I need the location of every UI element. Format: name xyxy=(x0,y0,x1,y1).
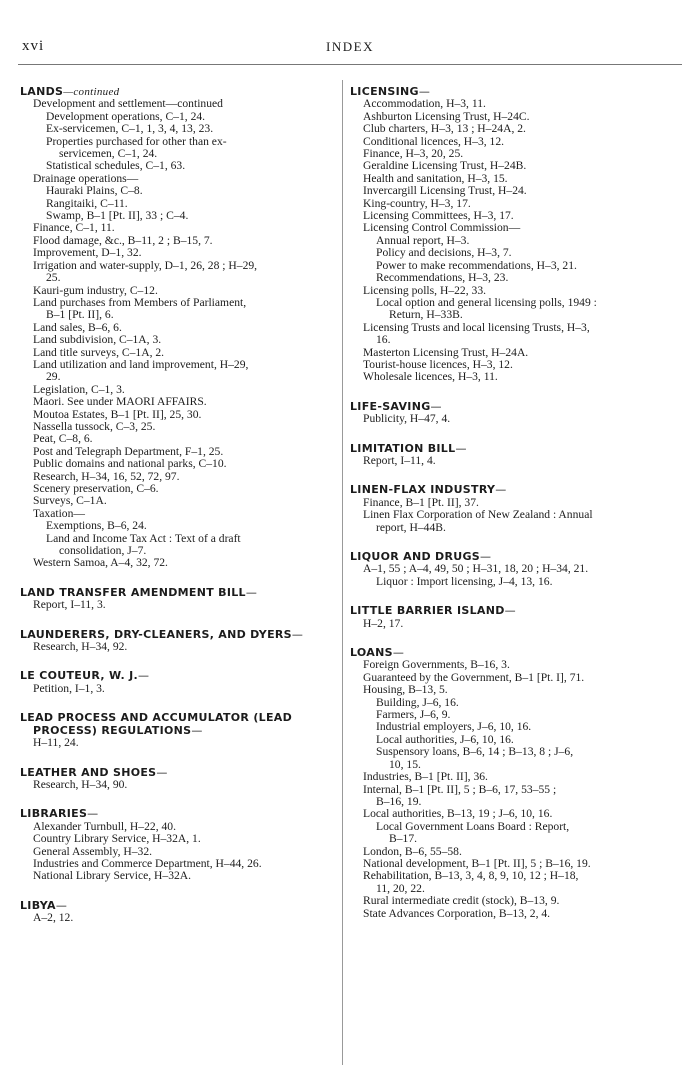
index-subentry: National development, B–1 [Pt. II], 5 ; B–16, 19. xyxy=(363,856,591,870)
index-subentry: consolidation, J–7. xyxy=(59,544,147,558)
index-subentry: Industrial employers, J–6, 10, 16. xyxy=(376,720,532,734)
index-subentry: A–2, 12. xyxy=(33,911,74,925)
index-entry xyxy=(20,712,332,749)
index-subentry: Local authorities, J–6, 10, 16. xyxy=(376,732,514,746)
index-subentry: Club charters, H–3, 13 ; H–24A, 2. xyxy=(363,122,526,136)
index-subentry: Building, J–6, 16. xyxy=(376,695,459,709)
index-heading: LINEN-FLAX INDUSTRY— xyxy=(350,483,507,497)
index-subentry: Recommendations, H–3, 23. xyxy=(376,271,509,285)
index-subentry: Internal, B–1 [Pt. II], 5 ; B–6, 17, 53–55 ; xyxy=(363,782,557,796)
index-subentry: Accommodation, H–3, 11. xyxy=(363,97,486,111)
index-subentry: H–2, 17. xyxy=(363,616,404,630)
index-subentry: Land and Income Tax Act : Text of a draft xyxy=(46,531,241,545)
index-subentry: Drainage operations— xyxy=(33,171,139,185)
index-heading: LEATHER AND SHOES— xyxy=(20,765,168,779)
index-subentry: Rangitaiki, C–11. xyxy=(46,196,128,210)
index-subentry: Public domains and national parks, C–10. xyxy=(33,457,227,471)
index-heading: LICENSING— xyxy=(350,85,431,98)
index-subentry: Finance, B–1 [Pt. II], 37. xyxy=(363,495,479,509)
index-column-left xyxy=(20,86,332,942)
index-subentry: Health and sanitation, H–3, 15. xyxy=(363,171,508,185)
index-subentry: Legislation, C–1, 3. xyxy=(33,382,125,396)
index-subentry: London, B–6, 55–58. xyxy=(363,844,462,858)
index-subentry: 16. xyxy=(376,333,391,347)
index-subentry: Guaranteed by the Government, B–1 [Pt. I], 71. xyxy=(363,670,585,684)
index-subentry: Statistical schedules, C–1, 63. xyxy=(46,159,186,173)
index-subentry: Liquor : Import licensing, J–4, 13, 16. xyxy=(376,574,553,588)
index-entry xyxy=(20,670,332,695)
index-subentry: State Advances Corporation, B–13, 2, 4. xyxy=(363,906,551,920)
index-subentry: Land title surveys, C–1A, 2. xyxy=(33,345,165,359)
page-header xyxy=(18,38,682,58)
index-subentry: Foreign Governments, B–16, 3. xyxy=(363,658,510,672)
index-subentry: Conditional licences, H–3, 12. xyxy=(363,134,505,148)
index-heading: LIQUOR AND DRUGS— xyxy=(350,550,492,563)
index-subentry: Rehabilitation, B–13, 3, 4, 8, 9, 10, 12 ; H–18, xyxy=(363,869,579,883)
index-subentry: Geraldine Licensing Trust, H–24B. xyxy=(363,159,527,173)
index-subentry: Peat, C–8, 6. xyxy=(33,432,93,446)
index-subentry: Alexander Turnbull, H–22, 40. xyxy=(33,819,176,833)
index-subentry: Land sales, B–6, 6. xyxy=(33,320,122,334)
index-heading-continued: PROCESS) REGULATIONS— xyxy=(33,723,203,737)
index-entry xyxy=(350,484,682,534)
index-subentry: Ashburton Licensing Trust, H–24C. xyxy=(363,109,530,123)
index-subentry: 25. xyxy=(46,271,61,285)
index-subentry: Kauri-gum industry, C–12. xyxy=(33,283,158,297)
index-subentry: 29. xyxy=(46,370,61,384)
index-subentry: Swamp, B–1 [Pt. II], 33 ; C–4. xyxy=(46,209,189,223)
index-subentry: Local Government Loans Board : Report, xyxy=(376,819,570,833)
index-heading: LIFE-SAVING— xyxy=(350,399,442,413)
index-subentry: Moutoa Estates, B–1 [Pt. II], 25, 30. xyxy=(33,407,202,421)
index-heading: LITTLE BARRIER ISLAND— xyxy=(350,604,516,618)
index-column-right xyxy=(350,86,682,937)
index-subentry: Masterton Licensing Trust, H–24A. xyxy=(363,345,529,359)
index-entry xyxy=(20,900,332,925)
index-subentry: Tourist-house licences, H–3, 12. xyxy=(363,357,513,371)
index-subentry: Country Library Service, H–32A, 1. xyxy=(33,832,201,846)
index-subentry: Power to make recommendations, H–3, 21. xyxy=(376,258,577,272)
index-subentry: Scenery preservation, C–6. xyxy=(33,482,159,495)
index-subentry: Housing, B–13, 5. xyxy=(363,683,448,697)
index-subentry: Western Samoa, A–4, 32, 72. xyxy=(33,556,168,570)
index-subentry: Exemptions, B–6, 24. xyxy=(46,519,147,533)
index-subentry: H–11, 24. xyxy=(33,736,79,750)
index-heading: LE COUTEUR, W. J.— xyxy=(20,669,150,683)
index-subentry: Licensing Trusts and local licensing Trusts, H–3, xyxy=(363,320,590,334)
index-entry xyxy=(20,767,332,792)
index-subentry: Hauraki Plains, C–8. xyxy=(46,184,143,198)
index-subentry: Suspensory loans, B–6, 14 ; B–13, 8 ; J–6, xyxy=(376,745,574,759)
index-subentry: 11, 20, 22. xyxy=(376,881,425,895)
index-subentry: B–16, 19. xyxy=(376,794,422,808)
index-subentry: B–1 [Pt. II], 6. xyxy=(46,308,114,322)
index-entry xyxy=(350,401,682,426)
index-subentry: Report, I–11, 4. xyxy=(363,453,436,467)
index-subentry: General Assembly, H–32. xyxy=(33,844,153,858)
index-subentry: Post and Telegraph Department, F–1, 25. xyxy=(33,444,224,458)
index-entry xyxy=(20,587,332,612)
index-subentry: Development and settlement—continued xyxy=(33,97,223,111)
index-subentry: Rural intermediate credit (stock), B–13, 9. xyxy=(363,894,560,908)
index-subentry: Local option and general licensing polls, 1949 : xyxy=(376,295,597,309)
index-entry xyxy=(20,86,332,570)
header-rule xyxy=(18,64,682,65)
index-subentry: Local authorities, B–13, 19 ; J–6, 10, 16. xyxy=(363,807,553,821)
index-subentry: Nassella tussock, C–3, 25. xyxy=(33,419,156,433)
index-heading: LIMITATION BILL— xyxy=(350,441,467,455)
index-heading: LAND TRANSFER AMENDMENT BILL— xyxy=(20,585,258,599)
page-number: xvi xyxy=(22,38,45,54)
index-subentry: National Library Service, H–32A. xyxy=(33,869,192,883)
index-heading: LOANS— xyxy=(350,646,405,660)
index-entry xyxy=(350,86,682,384)
index-subentry: Petition, I–1, 3. xyxy=(33,681,105,695)
index-subentry: Finance, H–3, 20, 25. xyxy=(363,147,464,161)
index-subentry: Research, H–34, 90. xyxy=(33,777,128,791)
index-subentry: Industries, B–1 [Pt. II], 36. xyxy=(363,770,488,784)
index-subentry: King-country, H–3, 17. xyxy=(363,196,471,210)
index-heading: LAUNDERERS, DRY-CLEANERS, AND DYERS— xyxy=(20,627,304,641)
index-subentry: Policy and decisions, H–3, 7. xyxy=(376,246,512,260)
index-subentry: Licensing Control Commission— xyxy=(363,221,521,235)
index-subentry: Land utilization and land improvement, H–29, xyxy=(33,357,249,371)
index-subentry: Land purchases from Members of Parliament, xyxy=(33,295,247,309)
index-subentry: Irrigation and water-supply, D–1, 26, 28 ; H–29, xyxy=(33,258,258,272)
index-heading: LIBRARIES— xyxy=(20,807,99,821)
index-heading: LANDS—continued xyxy=(20,85,120,98)
index-subentry: Maori. See under MAORI AFFAIRS. xyxy=(33,395,207,409)
index-entry xyxy=(350,605,682,630)
index-entry xyxy=(350,443,682,468)
index-subentry: Report, I–11, 3. xyxy=(33,598,106,612)
index-subentry: Annual report, H–3. xyxy=(376,233,470,247)
index-entry xyxy=(20,629,332,654)
index-subentry: Licensing polls, H–22, 33. xyxy=(363,283,487,297)
index-subentry: A–1, 55 ; A–4, 49, 50 ; H–31, 18, 20 ; H–34, 21. xyxy=(363,562,589,576)
index-subentry: Development operations, C–1, 24. xyxy=(46,109,206,123)
index-subentry: Return, H–33B. xyxy=(389,308,463,322)
index-subentry: Licensing Committees, H–3, 17. xyxy=(363,209,514,223)
index-subentry: Invercargill Licensing Trust, H–24. xyxy=(363,184,527,198)
index-subentry: Industries and Commerce Department, H–44, 26. xyxy=(33,856,262,870)
column-divider xyxy=(342,80,343,1065)
index-subentry: Improvement, D–1, 32. xyxy=(33,246,142,260)
index-entry xyxy=(20,808,332,882)
index-subentry: Wholesale licences, H–3, 11. xyxy=(363,370,498,384)
index-subentry: report, H–44B. xyxy=(376,520,446,534)
index-entry xyxy=(350,647,682,920)
index-subentry: Research, H–34, 92. xyxy=(33,640,128,654)
index-subentry: 10, 15. xyxy=(389,757,421,771)
index-subentry: Ex-servicemen, C–1, 1, 3, 4, 13, 23. xyxy=(46,122,214,136)
index-entry xyxy=(350,551,682,588)
index-subentry: Properties purchased for other than ex- xyxy=(46,134,227,148)
index-subentry: Taxation— xyxy=(33,506,85,520)
index-subentry: Finance, C–1, 11. xyxy=(33,221,115,235)
index-heading: LIBYA— xyxy=(20,898,68,912)
index-subentry: Research, H–34, 16, 52, 72, 97. xyxy=(33,469,180,483)
index-subentry: Land subdivision, C–1A, 3. xyxy=(33,333,162,347)
index-subentry: servicemen, C–1, 24. xyxy=(59,147,158,161)
page-title: INDEX xyxy=(326,39,374,54)
index-subentry: Flood damage, &c., B–11, 2 ; B–15, 7. xyxy=(33,233,213,247)
index-subentry: B–17. xyxy=(389,832,418,846)
index-heading: LEAD PROCESS AND ACCUMULATOR (LEAD xyxy=(20,711,293,725)
index-subentry: Linen Flax Corporation of New Zealand : Annual xyxy=(363,508,593,522)
index-subentry: Surveys, C–1A. xyxy=(33,494,107,508)
index-subentry: Farmers, J–6, 9. xyxy=(376,708,451,722)
index-subentry: Publicity, H–47, 4. xyxy=(363,412,451,426)
